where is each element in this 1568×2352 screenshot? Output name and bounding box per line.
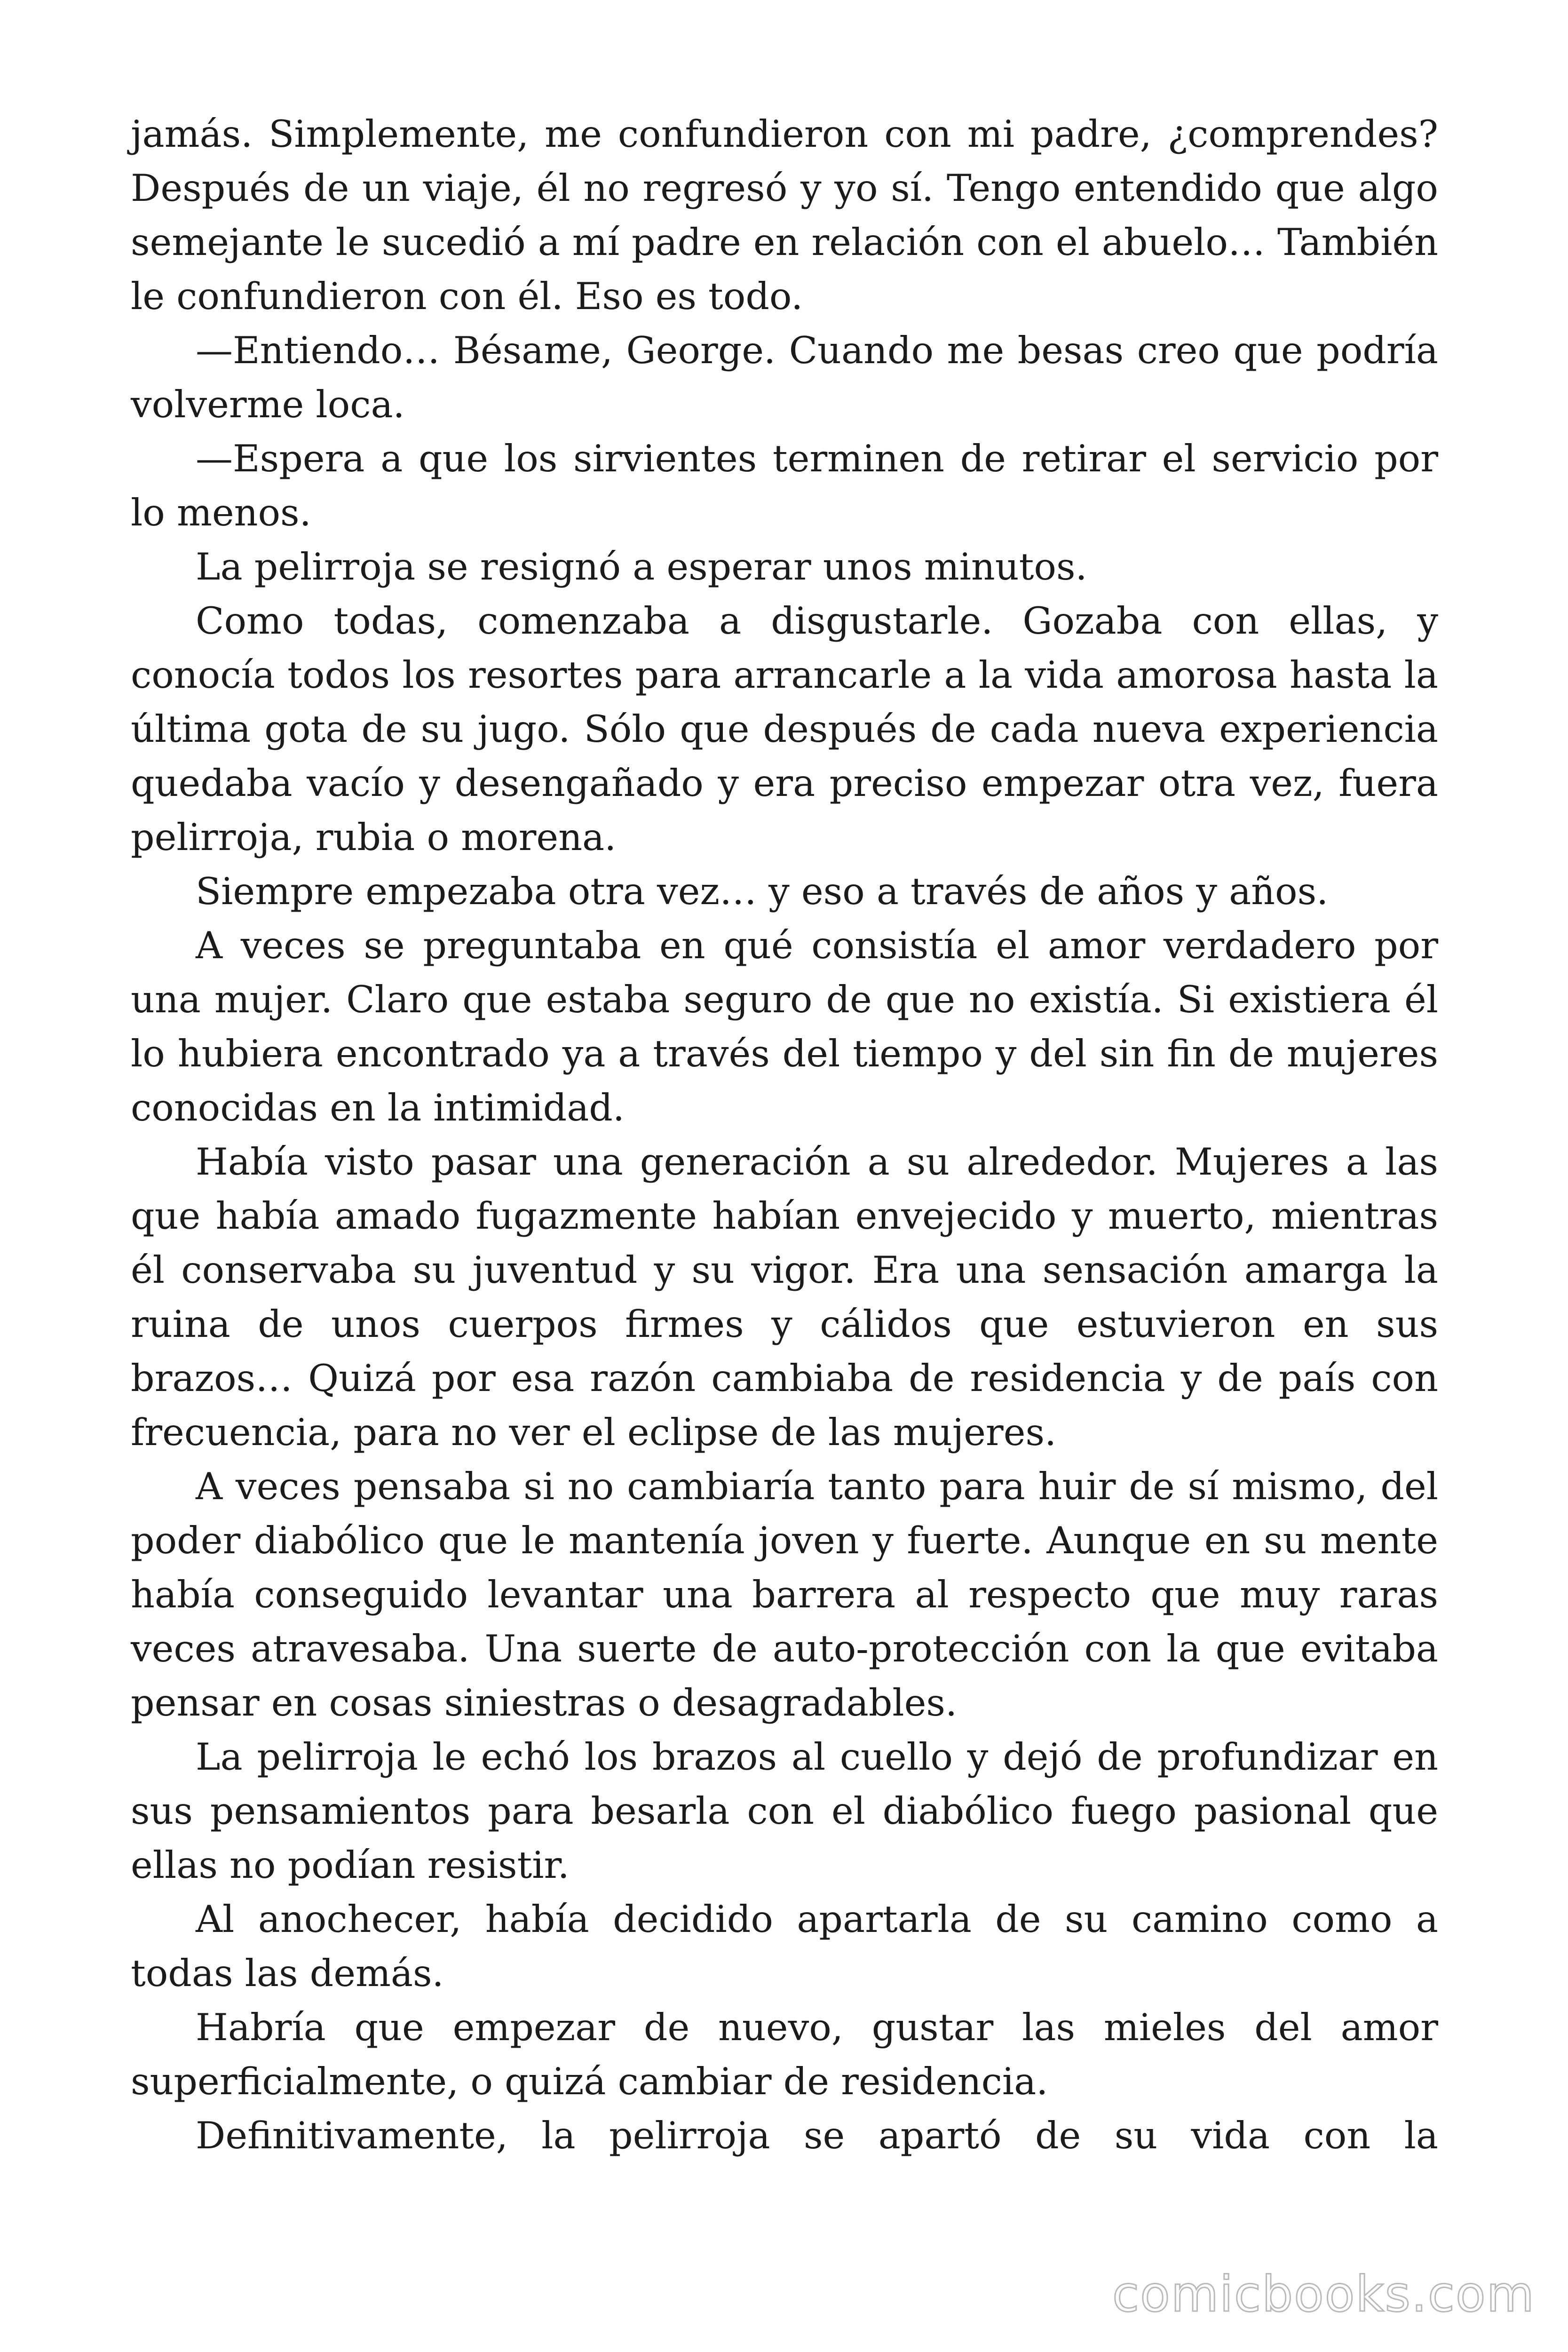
paragraph-dialogue-espera: —Espera a que los sirvientes terminen de retirar el servicio por lo menos. xyxy=(131,437,1438,534)
paragraph: Siempre empezaba otra vez… y eso a través de años y años. xyxy=(196,870,1329,913)
paragraph-continued: jamás. Simplemente, me confundieron con mi padre, ¿comprendes? Después de un viaje, él no regresó y yo sí. Tengo entendido que algo semejante le sucedió a mí padre en relación con el abuelo… También le confundieron con él. Eso es todo. xyxy=(131,112,1438,318)
paragraph: Al anochecer, había decidido apartarla de su camino como a todas las demás. xyxy=(131,1898,1438,1995)
paragraph: La pelirroja se resignó a esperar unos minutos. xyxy=(196,545,1087,588)
paragraph: Como todas, comenzaba a disgustarle. Gozaba con ellas, y conocía todos los resortes para arrancarle a la vida amorosa hasta la última gota de su jugo. Sólo que después de cada nueva experiencia quedaba vacío y desengañado y era preciso empezar otra vez, fuera pelirroja, rubia o morena. xyxy=(131,599,1438,859)
paragraph: A veces pensaba si no cambiaría tanto para huir de sí mismo, del poder diabólico que le mantenía joven y fuerte. Aunque en su mente había conseguido levantar una barrera al respecto que muy raras veces atravesaba. Una suerte de auto-protección con la que evitaba pensar en cosas siniestras o desagradables. xyxy=(131,1465,1438,1724)
paragraph-last-line: Definitivamente, la pelirroja se apartó de su vida con la xyxy=(196,2114,1438,2157)
paragraph: Había visto pasar una generación a su alrededor. Mujeres a las que había amado fugazmente habían envejecido y muerto, mientras él conservaba su juventud y su vigor. Era una sensación amarga la ruina de unos cuerpos firmes y cálidos que estuvieron en sus brazos… Quizá por esa razón cambiaba de residencia y de país con frecuencia, para no ver el eclipse de las mujeres. xyxy=(131,1140,1438,1454)
paragraph: Habría que empezar de nuevo, gustar las mieles del amor superficialmente, o quizá cambiar de residencia. xyxy=(131,2006,1438,2103)
paragraph-dialogue-entiendo: —Entiendo… Bésame, George. Cuando me besas creo que podría volverme loca. xyxy=(131,329,1438,426)
watermark: comicbooks.com xyxy=(1112,2265,1535,2323)
paragraph: La pelirroja le echó los brazos al cuello y dejó de profundizar en sus pensamientos para besarla con el diabólico fuego pasional que ellas no podían resistir. xyxy=(131,1735,1438,1887)
body-text xyxy=(131,107,1438,2163)
paragraph: A veces se preguntaba en qué consistía el amor verdadero por una mujer. Claro que estaba seguro de que no existía. Si existiera él lo hubiera encontrado ya a través del tiempo y del sin fin de mujeres conocidas en la intimidad. xyxy=(131,924,1438,1129)
